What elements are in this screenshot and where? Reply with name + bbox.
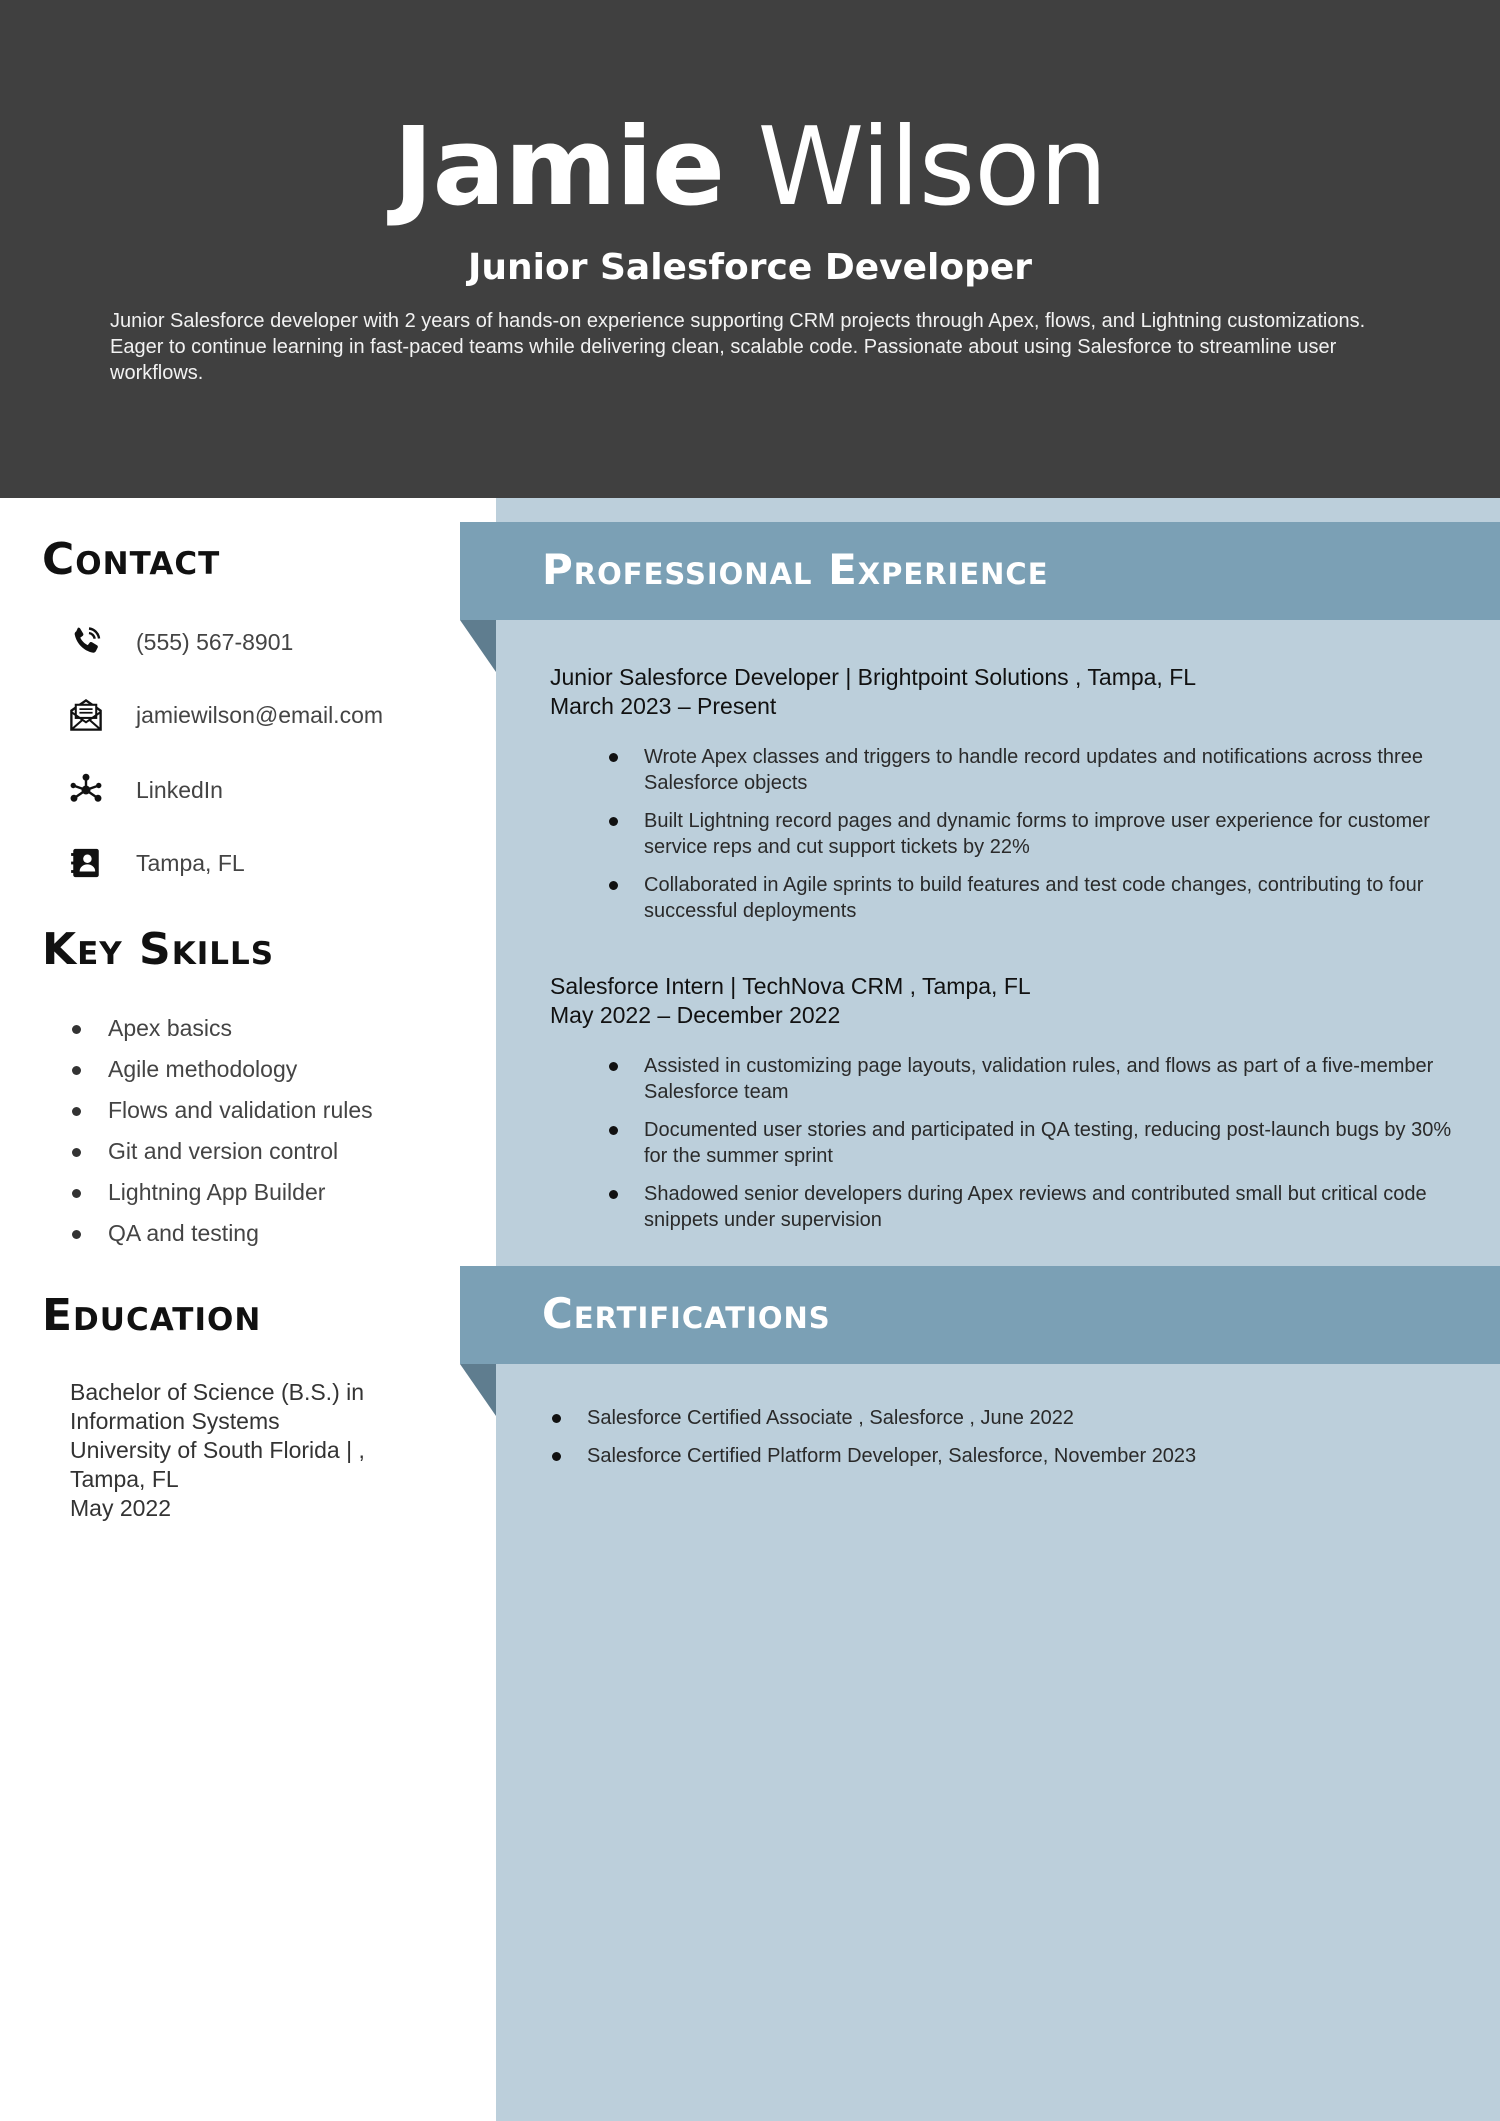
contact-linkedin bbox=[66, 768, 223, 812]
education-heading: Education bbox=[42, 1290, 262, 1341]
certifications-heading: Certifications bbox=[542, 1289, 831, 1338]
professional-summary: Junior Salesforce developer with 2 years of hands-on experience supporting CRM projects through Apex, flows, and Lightning customizations. Eager to continue learning in fast-paced teams while delivering clean, scalable code. Passionate about using Salesforce to streamline user workflows. bbox=[110, 310, 1366, 384]
phone-number: (555) 567-8901 bbox=[136, 628, 294, 655]
first-name: Jamie bbox=[393, 105, 725, 230]
job-dates: May 2022 – December 2022 bbox=[550, 1002, 841, 1028]
job-title: Junior Salesforce Developer bbox=[467, 247, 1033, 288]
contact-email bbox=[66, 693, 384, 737]
job-dates: March 2023 – Present bbox=[550, 693, 777, 719]
list-item: Wrote Apex classes and triggers to handle record updates and notifications across three Salesforce objects bbox=[605, 744, 1465, 796]
candidate-name bbox=[0, 105, 1500, 230]
contact-heading: Contact bbox=[42, 534, 221, 585]
list-item: Assisted in customizing page layouts, validation rules, and flows as part of a five-member Salesforce team bbox=[605, 1053, 1465, 1105]
job-1-bullets bbox=[605, 744, 1465, 936]
contact-phone bbox=[66, 620, 294, 664]
skills-list bbox=[70, 1008, 373, 1254]
linkedin-link[interactable]: LinkedIn bbox=[136, 776, 223, 803]
certifications-banner bbox=[460, 1266, 1500, 1364]
job-title-line: Junior Salesforce Developer | Brightpoint Solutions , Tampa, FL bbox=[550, 664, 1197, 690]
job-2-bullets bbox=[605, 1053, 1465, 1245]
resume-header bbox=[0, 0, 1500, 498]
linkedin-icon bbox=[66, 770, 106, 810]
job-title-line: Salesforce Intern | TechNova CRM , Tampa, FL bbox=[550, 973, 1031, 999]
banner-fold bbox=[460, 1364, 496, 1416]
contact-location bbox=[66, 841, 245, 885]
list-item: QA and testing bbox=[70, 1213, 373, 1254]
job-entry-1 bbox=[550, 663, 1196, 721]
list-item: Salesforce Certified Associate , Salesforce , June 2022 bbox=[548, 1405, 1448, 1431]
list-item: Agile methodology bbox=[70, 1049, 373, 1090]
email-address[interactable]: jamiewilson@email.com bbox=[136, 701, 384, 728]
experience-banner bbox=[460, 522, 1500, 620]
list-item: Built Lightning record pages and dynamic forms to improve user experience for customer service reps and cut support tickets by 22% bbox=[605, 808, 1465, 860]
list-item: Flows and validation rules bbox=[70, 1090, 373, 1131]
certifications-list bbox=[548, 1405, 1448, 1481]
last-name: Wilson bbox=[757, 105, 1107, 230]
skills-heading: Key Skills bbox=[42, 924, 275, 975]
email-icon bbox=[66, 695, 106, 735]
education-entry bbox=[70, 1378, 410, 1523]
job-entry-2 bbox=[550, 972, 1031, 1030]
list-item: Salesforce Certified Platform Developer, Salesforce, November 2023 bbox=[548, 1443, 1448, 1469]
phone-icon bbox=[66, 622, 106, 662]
list-item: Collaborated in Agile sprints to build features and test code changes, contributing to four successful deployments bbox=[605, 872, 1465, 924]
list-item: Apex basics bbox=[70, 1008, 373, 1049]
experience-heading: Professional Experience bbox=[542, 545, 1049, 594]
school: University of South Florida | , Tampa, FL bbox=[70, 1437, 365, 1492]
degree: Bachelor of Science (B.S.) in Information Systems bbox=[70, 1379, 365, 1434]
graduation-date: May 2022 bbox=[70, 1495, 172, 1521]
list-item: Git and version control bbox=[70, 1131, 373, 1172]
banner-fold bbox=[460, 620, 496, 672]
location-text: Tampa, FL bbox=[136, 849, 245, 876]
list-item: Lightning App Builder bbox=[70, 1172, 373, 1213]
list-item: Documented user stories and participated in QA testing, reducing post-launch bugs by 30% for the summer sprint bbox=[605, 1117, 1465, 1169]
location-icon bbox=[66, 843, 106, 883]
list-item: Shadowed senior developers during Apex reviews and contributed small but critical code snippets under supervision bbox=[605, 1181, 1465, 1233]
